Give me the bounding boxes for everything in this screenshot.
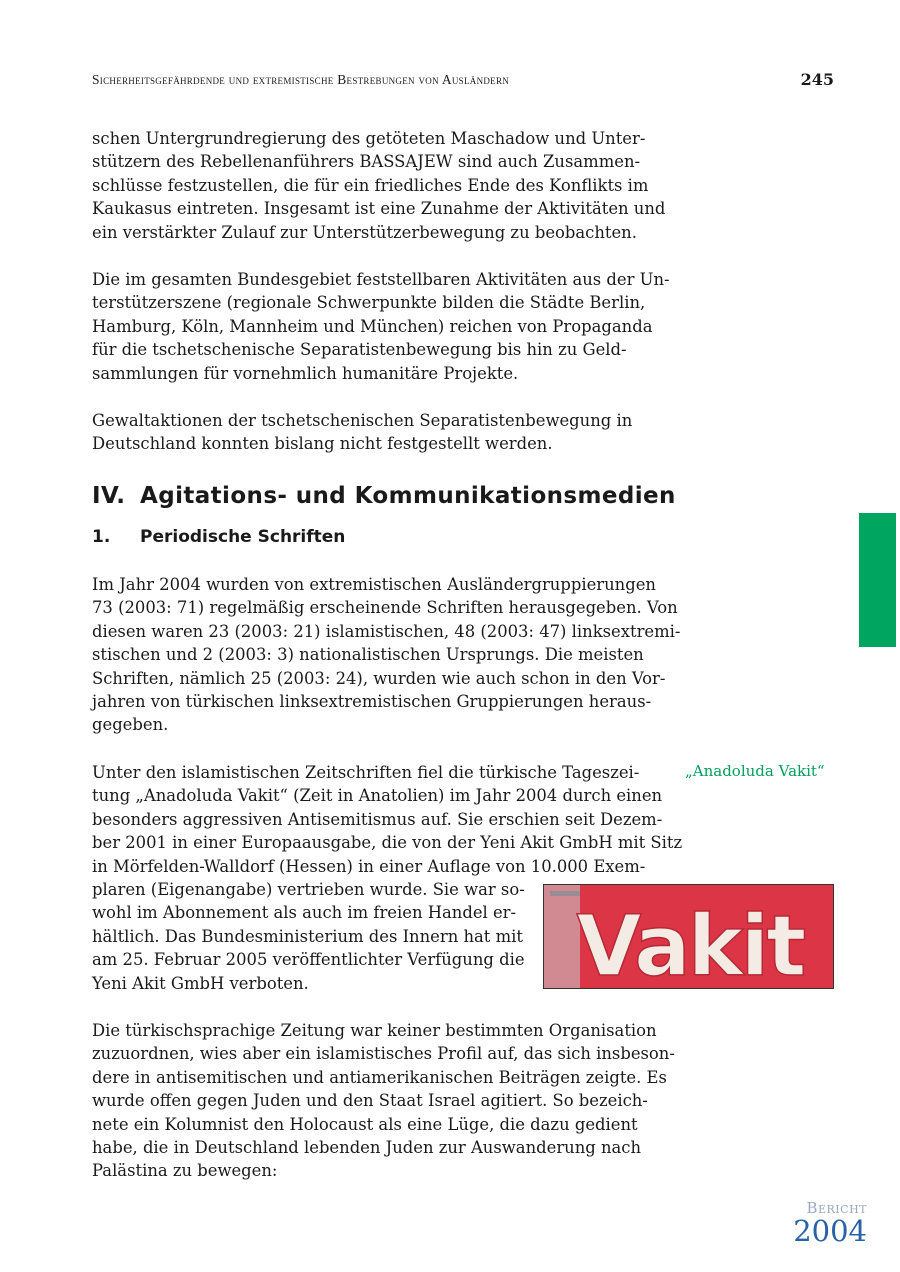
text-line: zuzuordnen, wies aber ein islamistisches Profil auf, das sich insbeson- bbox=[92, 1044, 675, 1064]
subsection-number: 1. bbox=[92, 527, 111, 547]
text-line: in Mörfelden-Walldorf (Hessen) in einer Auflage von 10.000 Exem- bbox=[92, 856, 646, 876]
text-line: terstützerszene (regionale Schwerpunkte bilden die Städte Berlin, bbox=[92, 293, 646, 313]
paragraph-6 bbox=[92, 1019, 675, 1183]
vakit-logo-image bbox=[543, 884, 834, 989]
text-line: für die tschetschenische Separatistenbewegung bis hin zu Geld- bbox=[92, 340, 627, 360]
text-line: nete ein Kolumnist den Holocaust als eine Lüge, die dazu gedient bbox=[92, 1114, 638, 1134]
text-line: Hamburg, Köln, Mannheim und München) reichen von Propaganda bbox=[92, 316, 653, 336]
paragraph-3 bbox=[92, 409, 672, 456]
text-line: am 25. Februar 2005 veröffentlichter Verfügung die bbox=[92, 950, 525, 970]
text-line: 73 (2003: 71) regelmäßig erscheinende Schriften herausgegeben. Von bbox=[92, 598, 678, 618]
text-line: Die im gesamten Bundesgebiet feststellbaren Aktivitäten aus der Un- bbox=[92, 270, 670, 289]
text-line: tung „Anadoluda Vakit“ (Zeit in Anatolien) im Jahr 2004 durch einen bbox=[92, 786, 663, 806]
text-line: Deutschland konnten bislang nicht festgestellt werden. bbox=[92, 434, 553, 454]
paragraph-4 bbox=[92, 573, 681, 737]
text-line: Unter den islamistischen Zeitschriften fiel die türkische Tageszei- bbox=[92, 763, 640, 782]
page-number: 245 bbox=[800, 70, 834, 89]
text-line: schen Untergrundregierung des getöteten Maschadow und Unter- bbox=[92, 129, 646, 148]
text-line: Palästina zu bewegen: bbox=[92, 1161, 278, 1181]
text-line: hältlich. Das Bundesministerium des Innern hat mit bbox=[92, 926, 523, 946]
chapter-tab-marker bbox=[859, 513, 896, 647]
text-line: Im Jahr 2004 wurden von extremistischen Ausländergruppierungen bbox=[92, 575, 656, 594]
text-line: Yeni Akit GmbH verboten. bbox=[92, 973, 309, 993]
text-line: habe, die in Deutschland lebenden Juden zur Auswanderung nach bbox=[92, 1138, 642, 1158]
text-line: jahren von türkischen linksextremistischen Gruppierungen heraus- bbox=[92, 692, 652, 712]
page-header bbox=[92, 70, 834, 92]
text-line: Die türkischsprachige Zeitung war keiner bestimmten Organisation bbox=[92, 1021, 657, 1040]
running-head: Sicherheitsgefährdende und extremistische Bestrebungen von Ausländern bbox=[92, 72, 510, 87]
text-line: plaren (Eigenangabe) vertrieben wurde. Sie war so- bbox=[92, 880, 525, 900]
text-line: dere in antisemitischen und antiamerikanischen Beiträgen zeigte. Es bbox=[92, 1067, 667, 1087]
report-brand-year: 2004 bbox=[793, 1214, 867, 1248]
section-title: Agitations- und Kommunikationsmedien bbox=[140, 483, 676, 509]
section-number: IV. bbox=[92, 483, 126, 509]
text-line: diesen waren 23 (2003: 21) islamistischen, 48 (2003: 47) linksextremi- bbox=[92, 621, 681, 641]
vakit-logo-text: Vakit bbox=[576, 897, 804, 988]
text-line: wohl im Abonnement als auch im freien Handel er- bbox=[92, 903, 517, 923]
text-line: Kaukasus eintreten. Insgesamt ist eine Zunahme der Aktivitäten und bbox=[92, 199, 666, 219]
text-line: besonders aggressiven Antisemitismus auf. Sie erschien seit Dezem- bbox=[92, 809, 663, 829]
paragraph-1 bbox=[92, 127, 672, 244]
text-line: ber 2001 in einer Europaausgabe, die von der Yeni Akit GmbH mit Sitz bbox=[92, 833, 683, 853]
text-line: sammlungen für vornehmlich humanitäre Projekte. bbox=[92, 363, 519, 383]
report-brand-word: Bericht bbox=[806, 1199, 867, 1217]
text-line: Gewaltaktionen der tschetschenischen Separatistenbewegung in bbox=[92, 411, 633, 430]
subsection-title: Periodische Schriften bbox=[140, 527, 346, 547]
text-line: gegeben. bbox=[92, 715, 169, 735]
text-line: ein verstärkter Zulauf zur Unterstützerbewegung zu beobachten. bbox=[92, 222, 637, 242]
text-line: stischen und 2 (2003: 3) nationalistischen Ursprungs. Die meisten bbox=[92, 645, 644, 665]
text-line: stützern des Rebellenanführers BASSAJEW sind auch Zusammen- bbox=[92, 152, 641, 172]
margin-note: „Anadoluda Vakit“ bbox=[685, 762, 825, 780]
vakit-logo-graphic bbox=[544, 885, 833, 988]
paragraph-2 bbox=[92, 268, 672, 385]
text-line: wurde offen gegen Juden und den Staat Israel agitiert. So bezeich- bbox=[92, 1091, 648, 1111]
section-heading bbox=[92, 483, 676, 509]
text-line: Schriften, nämlich 25 (2003: 24), wurden wie auch schon in den Vor- bbox=[92, 668, 666, 688]
text-line: schlüsse festzustellen, die für ein friedliches Ende des Konflikts im bbox=[92, 175, 649, 195]
subsection-heading bbox=[92, 527, 345, 547]
report-brand bbox=[793, 1200, 867, 1246]
